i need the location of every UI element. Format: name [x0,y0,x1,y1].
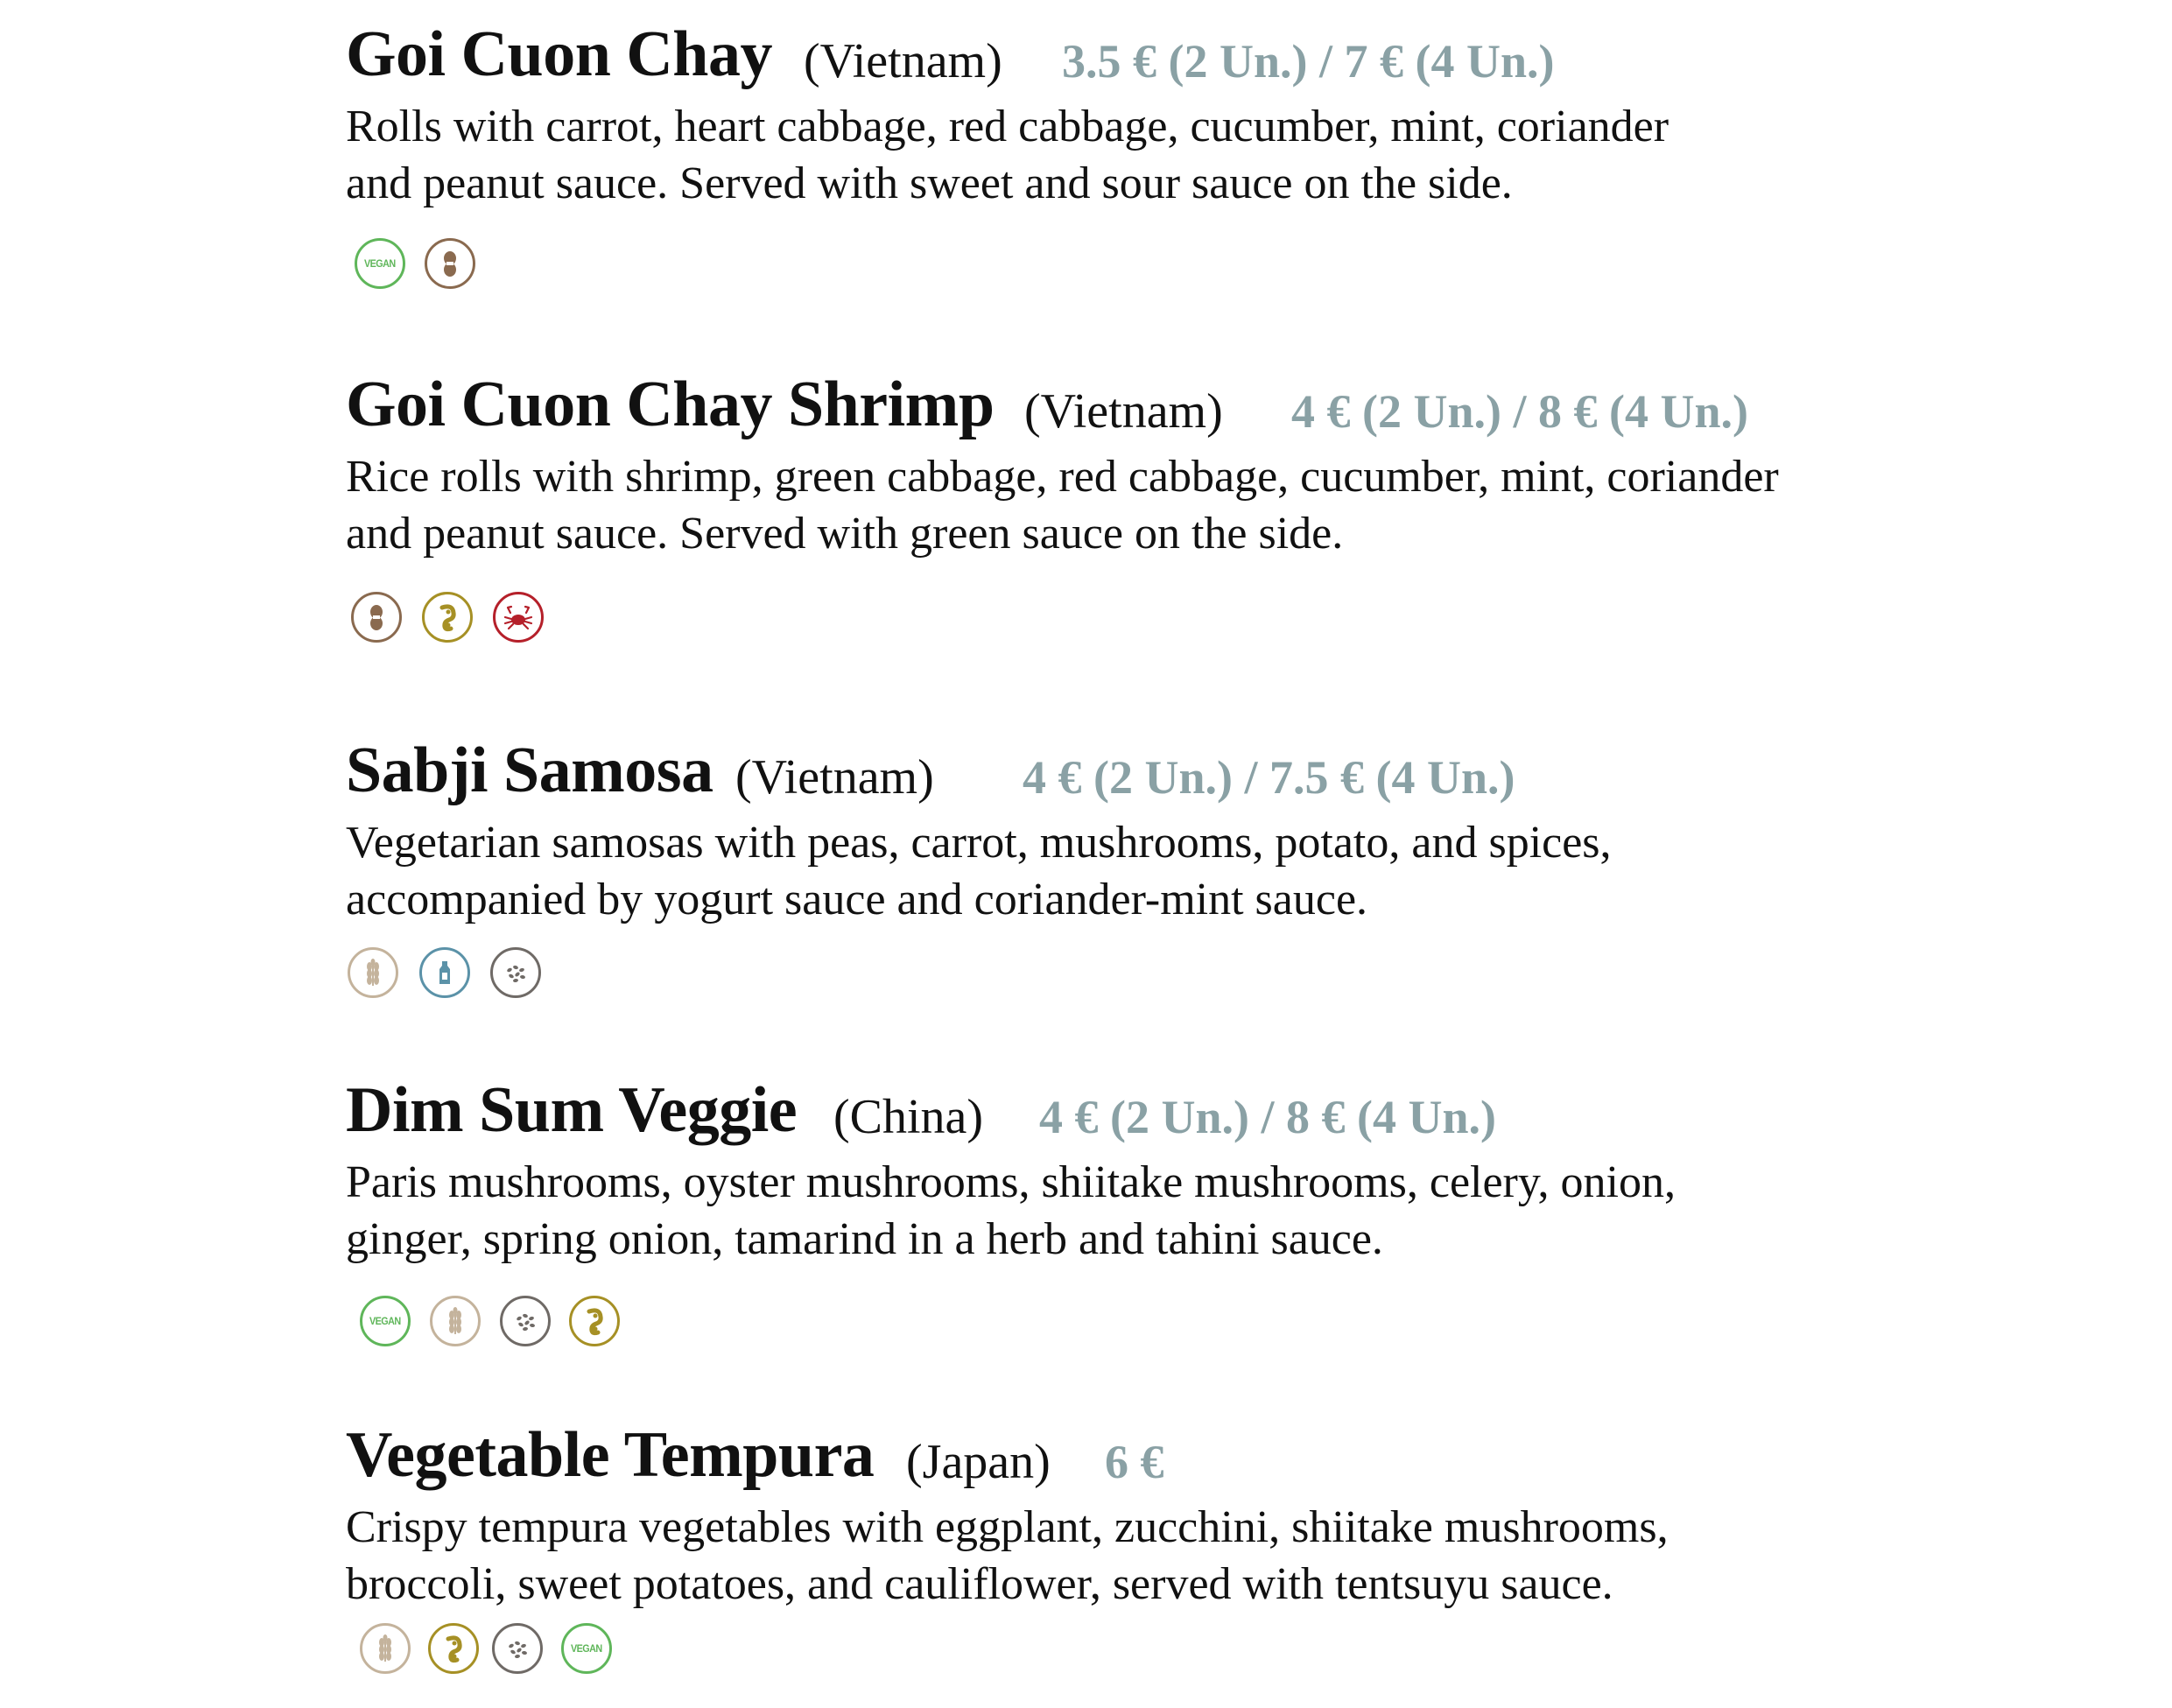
menu-item-vegetable-tempura [346,1411,1922,1684]
description-line: Paris mushrooms, oyster mushrooms, shiitake mushrooms, celery, onion, [346,1157,1676,1207]
allergen-icons [346,1296,1922,1357]
vegan-label: VEGAN [571,1642,602,1655]
peanut-icon [425,238,475,289]
description-line: Vegetarian samosas with peas, carrot, mushrooms, potato, and spices, [346,818,1612,868]
item-description [346,98,1922,212]
item-description [346,1154,1922,1268]
item-origin: (Japan) [906,1435,1051,1489]
allergen-icons [346,947,1922,1009]
gluten-icon [430,1296,481,1346]
item-name: Sabji Samosa [346,735,713,806]
description-line: Crispy tempura vegetables with eggplant, zucchini, shiitake mushrooms, [346,1502,1669,1552]
allergen-icons [346,1623,1922,1684]
item-origin: (China) [833,1090,984,1144]
milk-icon [419,947,470,998]
item-origin: (Vietnam) [735,750,934,805]
description-line: Rolls with carrot, heart cabbage, red cabbage, cucumber, mint, coriander [346,102,1669,151]
item-origin: (Vietnam) [804,34,1002,88]
item-title-row [346,1066,1922,1154]
item-price: 4 € (2 Un.) / 8 € (4 Un.) [1039,1091,1496,1143]
peanut-icon [351,592,402,643]
sesame-icon [490,947,541,998]
description-line: accompanied by yogurt sauce and coriander-mint sauce. [346,875,1368,924]
sesame-icon [500,1296,551,1346]
sesame-icon [492,1623,543,1674]
vegan-icon [360,1296,411,1346]
description-line: ginger, spring onion, tamarind in a herb and tahini sauce. [346,1214,1383,1264]
item-description [346,448,1922,562]
item-name: Dim Sum Veggie [346,1074,798,1146]
menu-item-goi-cuon-chay-shrimp [346,361,1922,653]
item-description [346,814,1922,928]
item-name: Goi Cuon Chay Shrimp [346,369,995,440]
item-title-row [346,11,1922,98]
gluten-icon [360,1623,411,1674]
description-line: and peanut sauce. Served with sweet and sour sauce on the side. [346,158,1513,208]
item-title-row [346,1411,1922,1499]
vegan-label: VEGAN [364,257,396,270]
item-price: 4 € (2 Un.) / 8 € (4 Un.) [1291,385,1748,438]
gluten-icon [348,947,398,998]
item-title-row [346,361,1922,448]
vegan-icon [355,238,405,289]
allergen-icons [346,238,1922,299]
item-origin: (Vietnam) [1024,384,1223,439]
menu-item-dim-sum-veggie [346,1066,1922,1357]
soy-icon [428,1623,479,1674]
description-line: broccoli, sweet potatoes, and cauliflower, served with tentsuyu sauce. [346,1559,1613,1609]
item-price: 3.5 € (2 Un.) / 7 € (4 Un.) [1062,35,1555,88]
vegan-icon [561,1623,612,1674]
soy-icon [569,1296,620,1346]
item-description [346,1499,1922,1613]
description-line: and peanut sauce. Served with green sauce on the side. [346,509,1344,559]
item-price: 4 € (2 Un.) / 7.5 € (4 Un.) [1023,751,1515,804]
menu-item-goi-cuon-chay [346,11,1922,299]
vegan-label: VEGAN [369,1315,401,1327]
item-price: 6 € [1105,1436,1164,1488]
item-name: Vegetable Tempura [346,1419,875,1491]
item-title-row [346,727,1922,814]
description-line: Rice rolls with shrimp, green cabbage, red cabbage, cucumber, mint, coriander [346,452,1779,502]
crab-icon [493,592,544,643]
soy-icon [422,592,473,643]
item-name: Goi Cuon Chay [346,18,772,90]
allergen-icons [346,592,1922,653]
menu-item-sabji-samosa [346,727,1922,1009]
